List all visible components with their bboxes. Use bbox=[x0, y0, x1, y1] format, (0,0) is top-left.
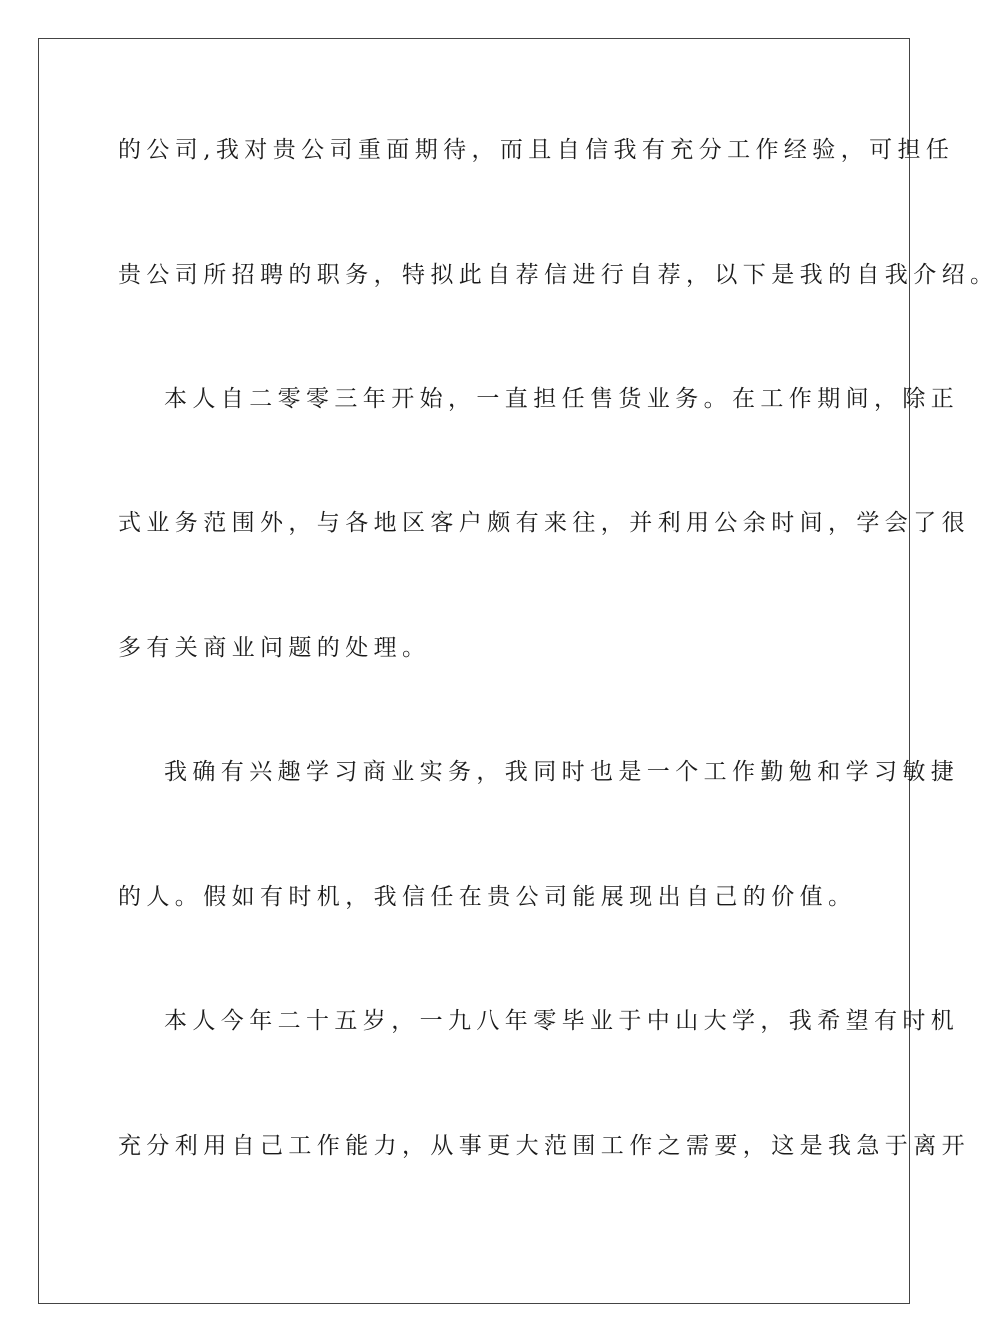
paragraph-start-line: 我确有兴趣学习商业实务，我同时也是一个工作勤勉和学习敏捷 bbox=[164, 759, 960, 785]
text-line: 充分利用自己工作能力，从事更大范围工作之需要，这是我急于离开 bbox=[118, 1133, 970, 1159]
text-line: 的公司,我对贵公司重面期待，而且自信我有充分工作经验，可担任 bbox=[118, 137, 955, 163]
text-line: 多有关商业问题的处理。 bbox=[118, 635, 431, 661]
text-line: 的人。假如有时机，我信任在贵公司能展现出自己的价值。 bbox=[118, 884, 857, 910]
text-line: 贵公司所招聘的职务，特拟此自荐信进行自荐，以下是我的自我介绍。 bbox=[118, 262, 998, 288]
paragraph-start-line: 本人今年二十五岁，一九八年零毕业于中山大学，我希望有时机 bbox=[164, 1008, 960, 1034]
text-line: 式业务范围外，与各地区客户颇有来往，并利用公余时间，学会了很 bbox=[118, 510, 970, 536]
paragraph-start-line: 本人自二零零三年开始，一直担任售货业务。在工作期间，除正 bbox=[164, 386, 960, 412]
page-border bbox=[38, 38, 998, 1304]
